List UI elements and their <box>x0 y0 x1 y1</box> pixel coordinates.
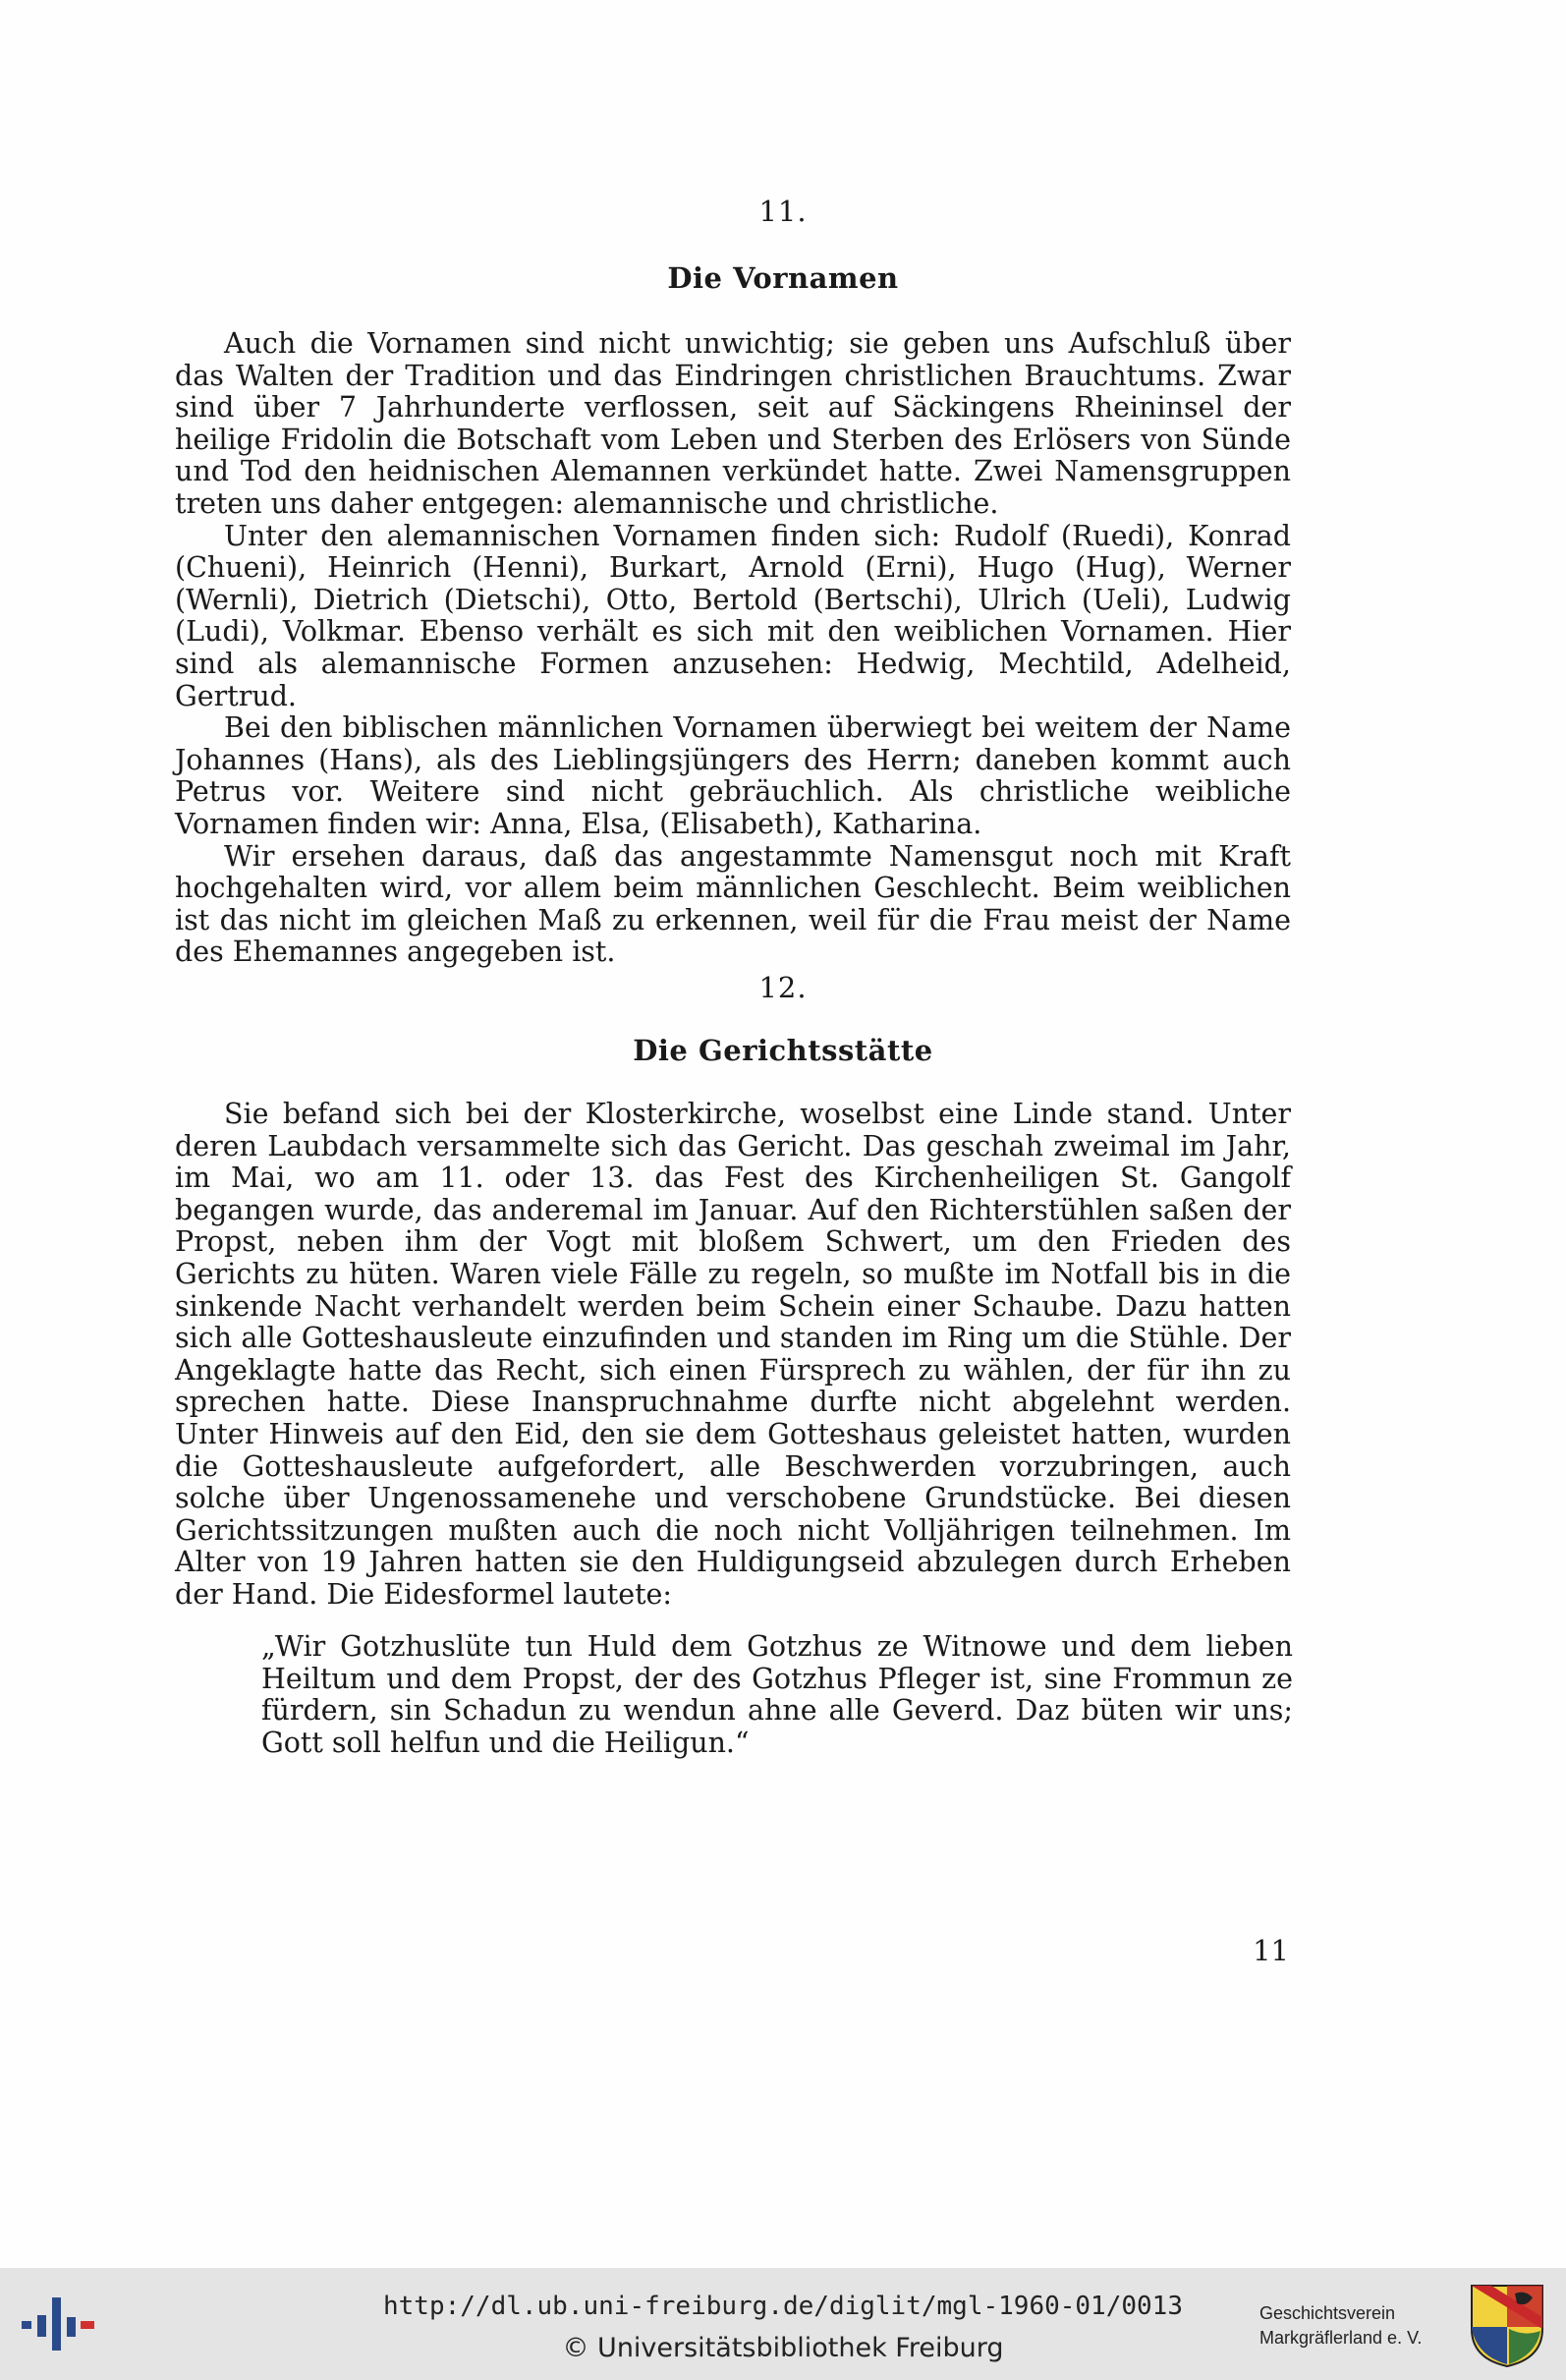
paragraph: Unter den alemannischen Vornamen finden sich: Rudolf (Ruedi), Konrad (Chueni), Heinrich (Henni), Burkart, Arnold (Erni), Hugo (Hug), Werner (Wernli), Dietrich (Dietschi), Otto, Bertold (Bertschi), Ulrich (Ueli), Ludwig (Ludi), Volkmar. Ebenso verhält es sich mit den weiblichen Vornamen. Hier sind als alemannische Formen anzusehen: Hedwig, Mechtild, Adelheid, Gertrud. <box>175 519 1291 712</box>
section-number: 12. <box>758 971 808 1004</box>
source-url-link[interactable]: http://dl.ub.uni-freiburg.de/diglit/mgl-1960-01/0013 <box>383 2292 1183 2321</box>
section-number: 11. <box>758 195 808 228</box>
org-name-line: Markgräflerland e. V. <box>1259 2328 1423 2348</box>
section-title: Die Gerichtsstätte <box>633 1034 933 1067</box>
section-title: Die Vornamen <box>667 261 899 295</box>
page-number: 11 <box>1253 1934 1289 1967</box>
org-name-line: Geschichtsverein <box>1259 2303 1396 2323</box>
paragraph: Bei den biblischen männlichen Vornamen überwiegt bei weitem der Name Johannes (Hans), als des Lieblingsjüngers des Herrn; daneben kommt auch Petrus vor. Weitere sind nicht gebräuchlich. Als christliche weibliche Vornamen finden wir: Anna, Elsa, (Elisabeth), Katharina. <box>175 711 1291 840</box>
oath-quote: „Wir Gotzhuslüte tun Huld dem Gotzhus ze Witnowe und dem lieben Heiltum und dem Propst, der des Gotzhus Pfleger ist, sine Frommun ze fürdern, sin Schadun zu wendun ahne alle Geverd. Daz büten wir uns; Gott soll helfun und die Heiligun.“ <box>261 1630 1293 1759</box>
paragraph: Wir ersehen daraus, daß das angestammte Namensgut noch mit Kraft hochgehalten wird, vor allem beim männlichen Geschlecht. Beim weiblichen ist das nicht im gleichen Maß zu erkennen, weil für die Frau meist der Name des Ehemannes angegeben ist. <box>175 839 1291 969</box>
footer-bar <box>0 2268 1566 2380</box>
org-name <box>1259 2301 1422 2351</box>
paragraph: Sie befand sich bei der Klosterkirche, woselbst eine Linde stand. Unter deren Laubdach versammelte sich das Gericht. Das geschah zweimal im Jahr, im Mai, wo am 11. oder 13. das Fest des Kirchenheiligen St. Gangolf begangen wurde, das anderemal im Januar. Auf den Richterstühlen saßen der Propst, neben ihm der Vogt mit bloßem Schwert, um den Frieden des Gerichts zu hüten. Waren viele Fälle zu regeln, so mußte im Notfall bis in die sinkende Nacht verhandelt werden beim Schein einer Schaube. Dazu hatten sich alle Gotteshausleute einzufinden und standen im Ring um die Stühle. Der Angeklagte hatte das Recht, sich einen Fürsprech zu wählen, der für ihn zu sprechen hatte. Diese Inanspruchnahme durfte nicht abgelehnt werden. Unter Hinweis auf den Eid, den sie dem Gotteshaus geleistet hatten, wurden die Gotteshausleute aufgefordert, alle Beschwerden vorzubringen, auch solche über Ungenossamenehe und verschobene Grundstücke. Bei diesen Gerichtssitzungen mußten auch die noch nicht Volljährigen teilnehmen. Im Alter von 19 Jahren hatten sie den Huldigungseid abzulegen durch Erheben der Hand. Die Eidesformel lautete: <box>175 1098 1291 1611</box>
copyright-text: © Universitätsbibliothek Freiburg <box>562 2333 1004 2363</box>
paragraph: Auch die Vornamen sind nicht unwichtig; sie geben uns Aufschluß über das Walten der Tradition und das Eindringen christlichen Brauchtums. Zwar sind über 7 Jahrhunderte verflossen, seit auf Säckingens Rheininsel der heilige Fridolin die Botschaft vom Leben und Sterben des Erlösers von Sünde und Tod den heidnischen Alemannen verkündet hatte. Zwei Namensgruppen treten uns daher entgegen: alemannische und christliche. <box>175 327 1291 520</box>
coat-of-arms-icon <box>1468 2282 1546 2368</box>
section-body <box>175 1099 1291 1612</box>
section-body <box>175 328 1291 969</box>
